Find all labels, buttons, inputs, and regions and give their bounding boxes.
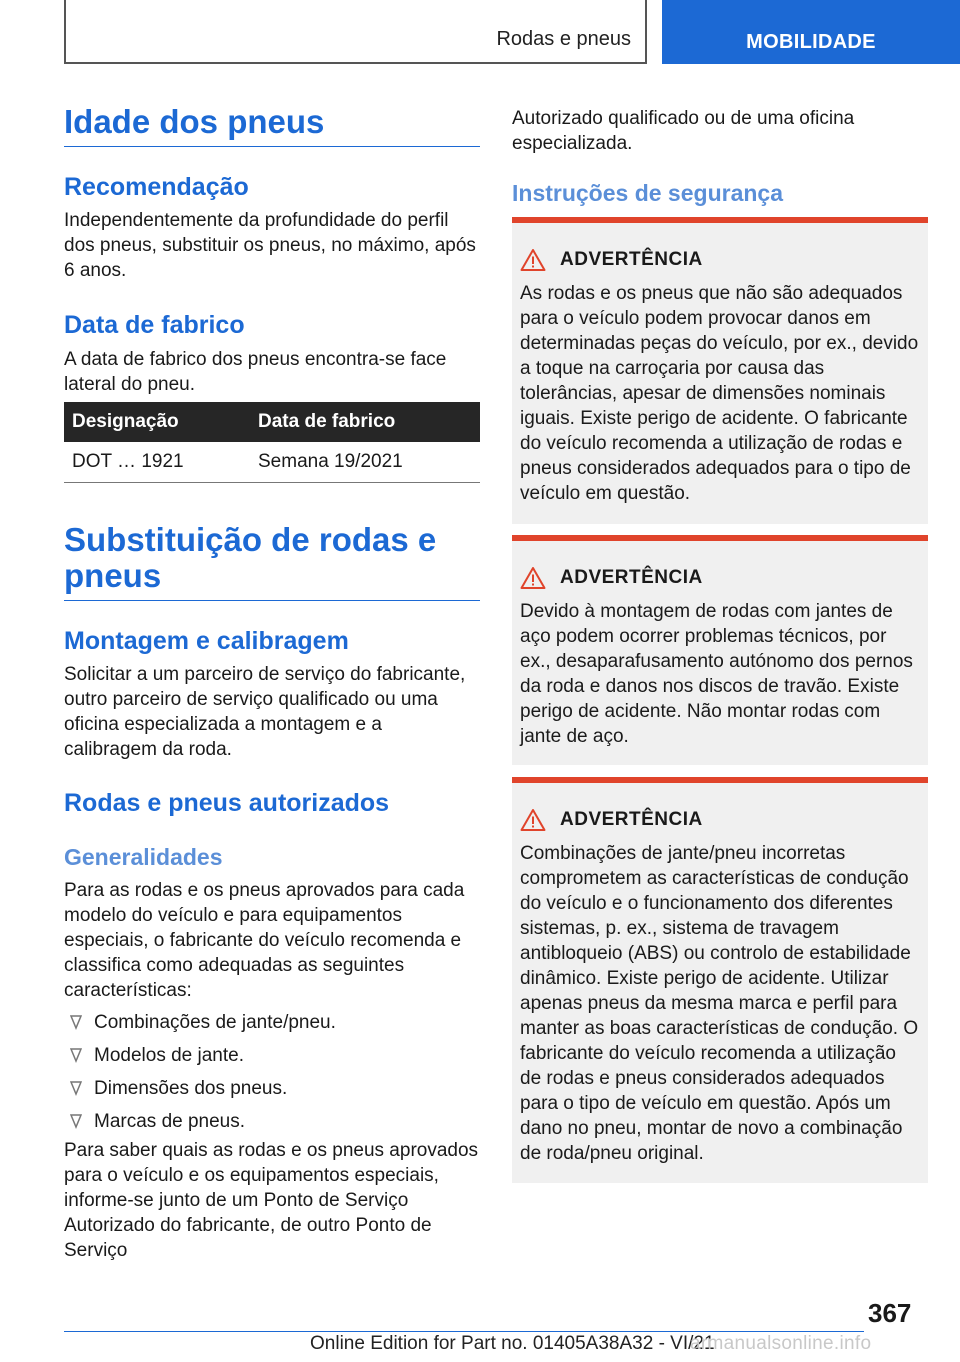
paragraph-data-fabrico: A data de fabrico dos pneus encontra-se face lateral do pneu. [64, 349, 447, 395]
triangle-bullet-icon [70, 1113, 82, 1129]
warning-box-3 [512, 777, 928, 1183]
heading-idade-pneus: Idade dos pneus [64, 104, 480, 147]
list-item [64, 1043, 480, 1068]
paragraph-aprovados: Para saber quais as rodas e os pneus aprovados para o veículo e os equipamentos especiais, informe-se junto de um Ponto de Serviço Autorizado do fabricante, de outro Ponto de Serviço [64, 1140, 479, 1261]
warning-box-1 [512, 217, 928, 524]
heading-recomendacao: Recomendação [64, 173, 249, 201]
list-item [64, 1010, 480, 1035]
footer-edition: Online Edition for Part no. 01405A38A32 - VI/21 [310, 1333, 715, 1354]
warning-title [520, 803, 920, 837]
paragraph-continuation: Autorizado qualificado ou de uma oficina especializada. [512, 108, 855, 154]
list-item-text: Dimensões dos pneus. [94, 1078, 288, 1099]
triangle-bullet-icon [70, 1047, 82, 1063]
triangle-bullet-icon [70, 1080, 82, 1096]
footer-watermark: armanualsonline.info [690, 1333, 872, 1354]
warning-text: Combinações de jante/pneu incorretas comprometem as características de condução do veículo e o funcionamento dos diferentes sistemas, p. ex., sistema de travagem antibloqueio (ABS) ou controlo de estabilidade dinâmico. Existe perigo de acidente. Utilizar apenas pneus da mesma marca e perfil para manter as boas características de condução. O fabricante do veículo recomenda a utilização de rodas e pneus considerados adequados para o tipo de veículo em questão. Após um dano no pneu, montar de novo a combinação de roda/pneu original. [520, 843, 919, 1164]
fabrication-table [64, 402, 480, 483]
characteristics-list [64, 1010, 480, 1142]
list-item-text: Combinações de jante/pneu. [94, 1012, 336, 1033]
warning-triangle-icon [520, 248, 546, 272]
warning-title [520, 243, 920, 277]
list-item-text: Modelos de jante. [94, 1045, 244, 1066]
header-chapter-tab: MOBILIDADE [662, 0, 960, 64]
warning-text: Devido à montagem de rodas com jantes de aço podem ocorrer problemas técnicos, por ex., desaparafusamento autónomo dos pernos da roda e danos nos discos de travão. Existe perigo de acidente. Não montar rodas com jante de aço. [520, 601, 913, 747]
heading-montagem: Montagem e calibragem [64, 627, 349, 655]
triangle-bullet-icon [70, 1014, 82, 1030]
heading-substituicao: Substituição de rodas e pneus [64, 522, 480, 601]
heading-instrucoes-seguranca: Instruções de segurança [512, 180, 783, 206]
table-cell: Semana 19/2021 [250, 442, 480, 483]
table-row [64, 442, 480, 483]
table-header-row [64, 402, 480, 442]
list-item-text: Marcas de pneus. [94, 1111, 246, 1132]
table-header-cell: Designação [64, 402, 250, 442]
paragraph-montagem: Solicitar a um parceiro de serviço do fabricante, outro parceiro de serviço qualificado ou uma oficina especializada a montagem e a calibragem da roda. [64, 664, 466, 760]
page-number: 367 [868, 1298, 912, 1328]
warning-label: ADVERTÊNCIA [560, 809, 703, 830]
warning-title [520, 561, 920, 595]
warning-triangle-icon [520, 566, 546, 590]
warning-box-2 [512, 535, 928, 765]
list-item [64, 1076, 480, 1101]
warning-label: ADVERTÊNCIA [560, 567, 703, 588]
table-cell: DOT … 1921 [64, 442, 250, 483]
paragraph-recomendacao: Independentemente da profundidade do perfil dos pneus, substituir os pneus, no máximo, após 6 anos. [64, 210, 476, 281]
table-header-cell: Data de fabrico [250, 402, 480, 442]
warning-triangle-icon [520, 808, 546, 832]
warning-label: ADVERTÊNCIA [560, 249, 703, 270]
list-item [64, 1109, 480, 1134]
header-section-title: Rodas e pneus [496, 28, 631, 50]
heading-data-fabrico: Data de fabrico [64, 311, 245, 339]
footer-divider [64, 1331, 864, 1332]
header-frame [64, 0, 647, 64]
heading-rodas-autorizados: Rodas e pneus autorizados [64, 789, 390, 817]
paragraph-generalidades: Para as rodas e os pneus aprovados para cada modelo do veículo e para equipamentos especiais, o fabricante do veículo recomenda e classifica como adequadas as seguintes características: [64, 880, 465, 1001]
heading-generalidades: Generalidades [64, 844, 223, 870]
warning-text: As rodas e os pneus que não são adequados para o veículo podem provocar danos em determinadas peças do veículo, por ex., devido a toque na carroçaria por causa das tolerâncias, apesar de dimensões nominais iguais. Existe perigo de acidente. O fabricante do veículo recomenda a utilização de rodas e pneus considerados adequados para o tipo de veículo em questão. [520, 283, 919, 504]
